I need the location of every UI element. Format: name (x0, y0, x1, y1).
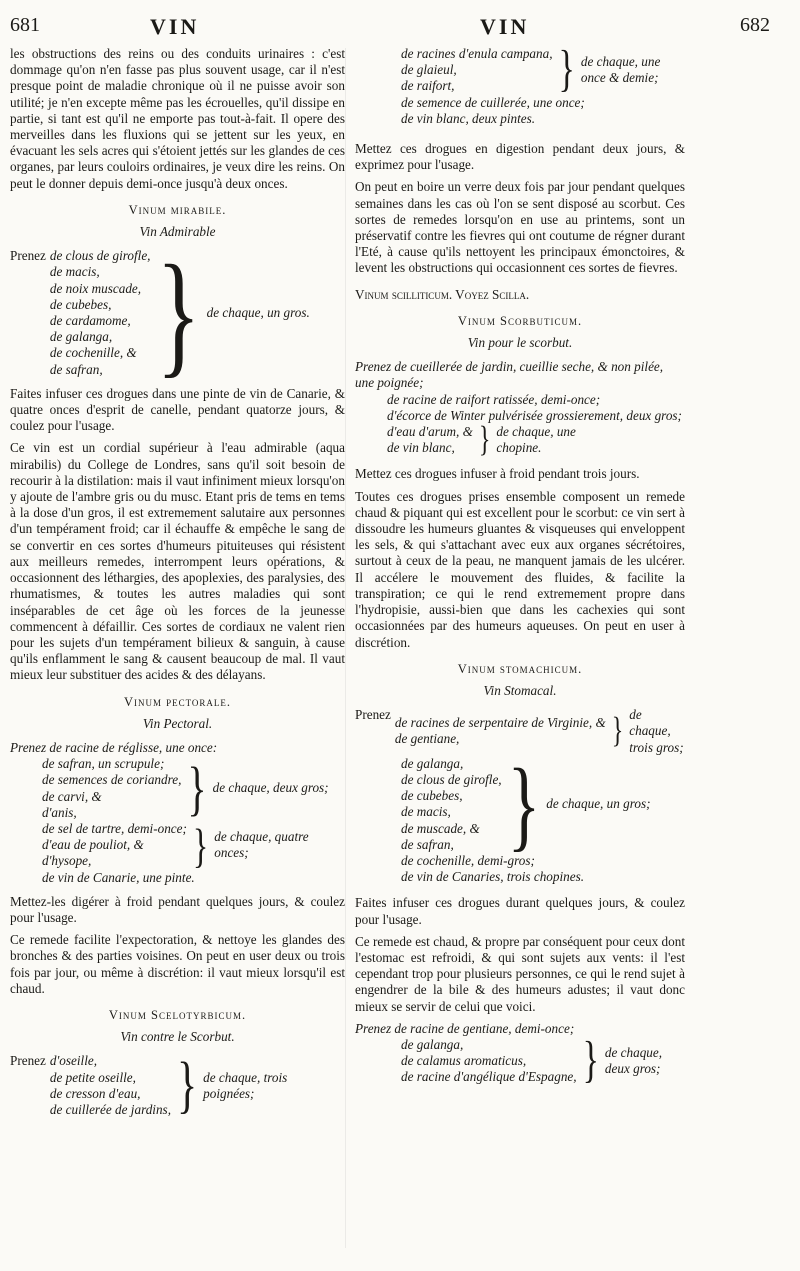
dose: de chaque, deux gros; (604, 1045, 663, 1077)
recipe-block (355, 41, 685, 98)
paragraph: Mettez ces drogues en digestion pendant deux jours, & exprimez pour l'usage. (355, 141, 685, 173)
section-subheading: Vin Pectoral. (142, 715, 213, 731)
ingredient: de cubebes, (49, 296, 112, 312)
recipe-line: de vin de Canarie, une pinte. (42, 869, 195, 885)
dose: de chaque, trois poignées; (203, 1069, 288, 1101)
right-running-title: VIN (480, 14, 530, 39)
ingredient-list (401, 46, 553, 95)
recipe-line: de semence de cuillerée, une once; (401, 94, 585, 110)
brace-icon: } (507, 747, 541, 862)
ingredient: de macis, (49, 264, 100, 280)
section-subheading: Vin pour le scorbut. (467, 335, 573, 351)
right-column (355, 41, 685, 1089)
left-page-number: 681 (10, 14, 40, 36)
ingredient-list (401, 1037, 577, 1086)
ingredient: de safran, un scrupule; (42, 756, 165, 772)
ingredient: d'eau de pouliot, & (42, 837, 144, 853)
paragraph: Ce vin est un cordial supérieur à l'eau admirable (aqua mirabilis) du College de Londres, sans qu'il soit besoin de recourir à la distilation: mais il vaut infiniment mieux lorsqu'on y ajoute de l'ambre gris ou du musc. Etant pris de tems en tems à la dose d'un gros, il est extremement salutaire aux personnes d'un tempérament froid; car il échauffe & empêche le sang de se convertir en ces sortes d'humeurs pituiteuses qui résistent aux meilleurs remedes, interrompent leurs opérations, & occasionnent des léthargies, des apoplexies, des paralysies, des rhumatismes, & toutes les autres maladies qui sont inséparables de cet âge où les forces de la jeunesse commencent à défaillir. Ces sortes de cordiaux ne valent rien pour les sujets d'un tempérament bilieux & sanguin, à cause qu'ils enflamment le sang & causent beaucoup de mal. Il vaut mieux leur substituer des acides & des délayans. (10, 440, 345, 683)
paragraph: Mettez ces drogues infuser à froid pendant trois jours. (355, 466, 640, 482)
ingredient: de galanga, (401, 755, 464, 771)
paragraph: Ce remede est chaud, & propre par conséquent pour ceux dont l'estomac est refroidi, & qui sont sujets aux vents: il l'est cependant trop pour plusieurs personnes, ce qui le rend sujet à engendrer de la bile & des humeurs adustes; il vaut donc mieux se servir de celui que voici. (355, 933, 685, 1014)
section-heading: Vinum pectorale. (123, 694, 232, 709)
section-heading: Vinum Scelotyrbicum. (108, 1007, 247, 1022)
ingredient: de racines d'enula campana, (401, 46, 553, 61)
recipe-line: Prenez de cueillerée de jardin, cueillie seche, & non pilée, une poignée; (355, 359, 664, 391)
ingredient-list (401, 756, 502, 853)
ingredient: de galanga, (401, 1036, 464, 1052)
dose: de chaque, une chopine. (496, 424, 576, 456)
brace-icon: } (192, 818, 209, 873)
recipe-block (10, 818, 345, 873)
paragraph: les obstructions des reins ou des conduits urinaires : c'est dommage qu'on n'en fasse pas plus souvent usage, car il n'est presque point de maladie chronique où il ne puisse avoir son utilité; je n'en excepte même pas les écrouelles, qu'il dissipe en partie, si tant est qu'il ne emporte pas tout-à-fait. Il opere des merveilles dans les fluxions qui se jettent sur les yeux, en évacuant les sels acres qui s'étoient jettés sur les glandes de ces organes, par leurs couloirs ordinaires, je veux dire les reins. On peut le donner depuis demi-once jusqu'à deux onces. (10, 46, 345, 191)
ingredient: de cuillerée de jardins, (49, 1101, 171, 1117)
recipe-line: de vin blanc, deux pintes. (401, 110, 536, 126)
ingredient: de carvi, & (42, 788, 102, 804)
section-subheading: Vin Admirable (139, 224, 216, 240)
ingredient: de macis, (401, 804, 451, 820)
ingredient-list (387, 424, 473, 456)
recipe-prenez: Prenez (10, 1053, 46, 1069)
recipe-block (355, 1032, 685, 1089)
right-page-number: 682 (740, 14, 770, 36)
ingredient: de petite oseille, (49, 1069, 136, 1085)
ingredient-list (50, 1053, 171, 1118)
paragraph: Mettez-les digérer à froid pendant quelques jours, & coulez pour l'usage. (10, 893, 345, 925)
cross-reference: Vinum scilliticum. Voyez Scilla. (355, 286, 530, 302)
section-subheading: Vin contre le Scorbut. (120, 1029, 235, 1045)
brace-icon: } (156, 236, 201, 390)
ingredient: de vin blanc, (387, 440, 455, 456)
ingredient: de safran, (49, 361, 103, 377)
ingredient: de calamus aromaticus, (401, 1053, 527, 1069)
ingredient: de muscade, & (401, 820, 480, 836)
paragraph: Faites infuser ces drogues durant quelques jours, & coulez pour l'usage. (355, 895, 685, 927)
ingredient: de sel de tartre, demi-once; (42, 820, 187, 836)
paragraph: On peut en boire un verre deux fois par jour pendant quelques semaines dans les cas où l'on se sent disposé au scorbut. Ces sortes de remedes lorsqu'on en use au printems, sont un préservatif contre les fievres qui ont coutume de régner durant l'Eté, à cause qu'ils nettoyent les principaux émonctoires, & levent les obstructions qui occasionnent ces sortes de fievres. (355, 179, 685, 276)
paragraph: Ce remede facilite l'expectoration, & nettoye les glandes des bronches & des parties voisines. On peut en user deux ou trois fois par jour, ou même à discrétion: il vaut mieux lorsqu'il est chaud. (10, 932, 345, 996)
recipe-prenez: Prenez (355, 707, 391, 723)
section-heading: Vinum mirabile. (128, 202, 227, 217)
dose: de chaque, une once & demie; (580, 54, 661, 86)
ingredient: de galanga, (49, 329, 113, 345)
recipe-line: Prenez de racine de gentiane, demi-once; (355, 1020, 575, 1036)
ingredient: d'anis, (42, 804, 77, 820)
dose: de chaque, quatre onces; (214, 829, 309, 861)
recipe-block (10, 756, 345, 821)
ingredient: d'oseille, (49, 1053, 98, 1069)
dose: de chaque, un gros. (206, 304, 310, 320)
ingredient: de semences de coriandre, (42, 772, 182, 788)
recipe-block (10, 1051, 345, 1121)
ingredient: d'eau d'arum, & (387, 424, 473, 440)
ingredient: de cresson d'eau, (49, 1085, 141, 1101)
brace-icon: } (187, 754, 207, 822)
ingredient: d'hysope, (42, 853, 92, 869)
ingredient: de glaieul, (401, 62, 457, 78)
brace-icon: } (558, 41, 575, 98)
ingredient: de gentiane, (394, 731, 460, 747)
dose: de chaque, deux gros; (212, 780, 329, 796)
ingredient: de clous de girofle, (401, 771, 502, 787)
left-column (10, 46, 345, 1126)
brace-icon: } (177, 1051, 198, 1121)
section-heading: Vinum Scorbuticum. (457, 313, 583, 328)
section-heading: Vinum stomachicum. (457, 661, 583, 676)
ingredient-list (50, 248, 151, 378)
ingredient: de racines de serpentaire de Virginie, & (394, 715, 606, 731)
recipe-prenez: Prenez (10, 248, 46, 264)
brace-icon: } (582, 1032, 599, 1089)
section-subheading: Vin Stomacal. (483, 682, 557, 698)
ingredient: de clous de girofle, (49, 248, 151, 264)
recipe-line: de cochenille, demi-gros; (401, 852, 535, 868)
dose: de chaque, un gros; (546, 796, 651, 812)
recipe-line: de vin de Canaries, trois chopines. (401, 869, 585, 885)
ingredient: de safran, (401, 836, 454, 852)
ingredient: de cochenille, & (49, 345, 137, 361)
paragraph: Faites infuser ces drogues dans une pinte de vin de Canarie, & quatre onces d'esprit de canelle, pendant quatorze jours, & coulez pour l'usage. (10, 385, 345, 434)
brace-icon: } (611, 711, 624, 751)
ingredient: de noix muscade, (49, 280, 142, 296)
left-running-title: VIN (150, 14, 200, 39)
column-divider (345, 48, 346, 1248)
recipe-line: de racine de raifort ratissée, demi-once; (387, 391, 601, 407)
recipe-line: d'écorce de Winter pulvérisée grossierement, deux gros; (387, 407, 682, 423)
paragraph: Toutes ces drogues prises ensemble composent un remede chaud & piquant qui est excellent pour le scorbut: ce vin sert à dissoudre les humeurs gluantes & visqueuses qui enveloppent les sels, & qui s'attachant avec eux aux organes sécrétoires, surtout à ceux de la peau, ne manquent jamais de les ulcérer. Il accélere le mouvement des fluides, & facilite la transpiration; ce qui le rend extremement propre dans l'hydropisie, aussi-bien que dans les cachexies qui sont occasionnées par des humeurs aqueuses. On peut en user à discrétion. (355, 488, 685, 650)
brace-icon: } (478, 420, 491, 460)
ingredient: de cardamome, (49, 313, 131, 329)
ingredient-list (42, 821, 187, 870)
dose: de chaque, trois gros; (629, 707, 684, 755)
ingredient-list (395, 715, 606, 747)
ingredient: de raifort, (401, 78, 455, 94)
recipe-block (10, 236, 345, 390)
ingredient: de cubebes, (401, 788, 463, 804)
recipe-block (355, 420, 685, 460)
ingredient-list (42, 756, 181, 821)
ingredient: de racine d'angélique d'Espagne, (401, 1069, 577, 1085)
recipe-line: Prenez de racine de réglisse, une once: (10, 739, 218, 755)
